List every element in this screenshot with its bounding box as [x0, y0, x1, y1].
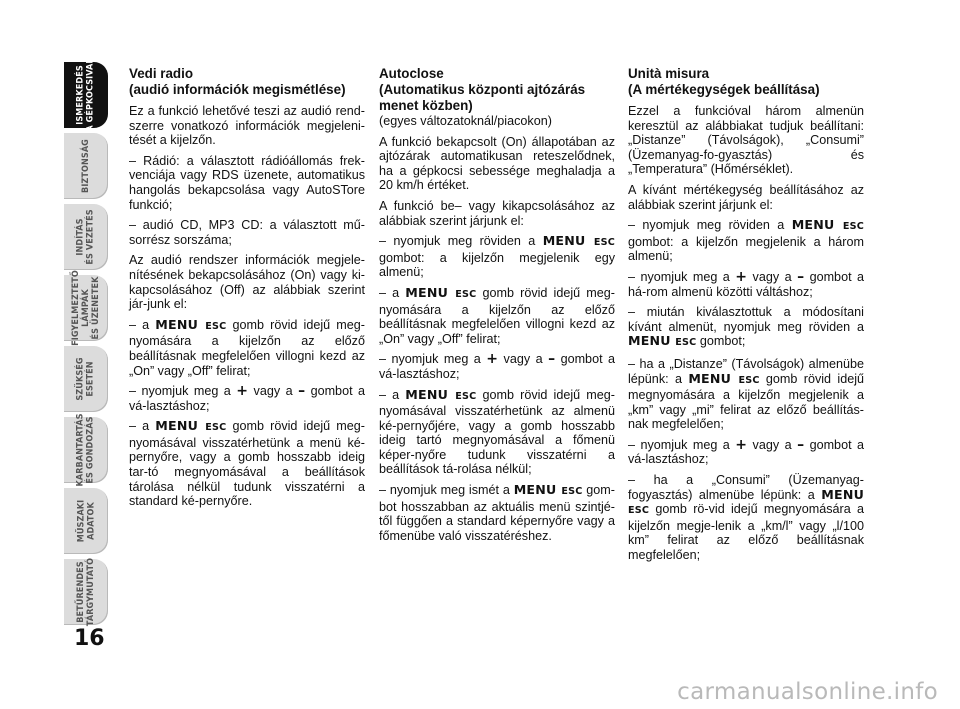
- tab-maintenance[interactable]: [64, 413, 108, 487]
- text: – a: [379, 285, 400, 300]
- text: – nyomjuk meg a: [129, 384, 231, 399]
- text: vagy a: [752, 269, 792, 284]
- plus-icon: +: [486, 351, 499, 368]
- text: vagy a: [752, 437, 792, 452]
- tab-label: ISMERKEDÉS A GÉPKOCSIVAL: [76, 58, 96, 132]
- menu-esc-button-label: MENU ESC: [155, 418, 227, 434]
- tab-starting-driving[interactable]: [64, 204, 108, 270]
- plus-icon: +: [236, 383, 249, 400]
- paragraph: [379, 352, 615, 381]
- section-note: (egyes változatoknál/piacokon): [379, 114, 552, 128]
- menu-esc-button-label: MENU ESC: [405, 386, 477, 402]
- text: gombot;: [699, 334, 746, 349]
- text: – ha a „Distanze” (Távolságok) almenübe lépünk: a: [628, 356, 864, 386]
- section-title: Unità misura: [628, 66, 710, 81]
- minus-icon: –: [548, 351, 556, 368]
- section-subtitle: (A mértékegységek beállítása): [628, 82, 820, 97]
- paragraph: [628, 357, 864, 432]
- section-subtitle: (audió információk megismétlése): [129, 82, 346, 97]
- paragraph: – Rádió: a választott rádióállomás frek-venciája vagy RDS üzenete, automatikus hangolás bekapcsolása vagy AutoSTore funkció;: [129, 153, 365, 212]
- section-title: Vedi radio: [129, 66, 193, 81]
- text: – nyomjuk meg a: [628, 437, 730, 452]
- tab-label: BETŰRENDES TÁRGYMUTATÓ: [76, 557, 97, 627]
- section-unita-misura: [628, 66, 864, 569]
- tab-getting-to-know[interactable]: [64, 58, 108, 132]
- text: – nyomjuk meg a: [628, 269, 730, 284]
- text: gombot a vá-lasztáshoz;: [129, 384, 366, 413]
- paragraph: [628, 270, 864, 299]
- text: gomb rövid idejű megnyomására a kijelzőn megjelenik a „km” vagy „mi” felirat az előző beállítás-nak megfelelően;: [628, 371, 864, 432]
- paragraph: A funkció bekapcsolt (On) állapotában az ajtózárak automatikusan reteszelődnek, ha a gépkocsi sebessége meghaladja a 20 km/h értéket.: [379, 134, 615, 193]
- section-autoclose: [379, 66, 615, 549]
- text: gombot: a kijelzőn megjelenik egy almenü;: [379, 250, 615, 280]
- paragraph: [379, 234, 615, 280]
- tab-emergency[interactable]: [64, 346, 108, 412]
- text: gomb rö-vid idejű megnyomására a kijelzőn megje-lenik a „km/l” vagy „l/100 km” felirat az előző beállításnak megfelelően;: [628, 502, 864, 563]
- tab-label: KARBANTARTÁS ÉS GONDOZÁS: [76, 413, 97, 487]
- text: vagy a: [503, 352, 543, 367]
- text: gomb rövid idejű meg-nyomásával visszatérhetünk az almenü ké-pernyőjére, vagy a gomb hosszabb ideig tartó megnyomásával a főmenü képer-nyőre tudunk visszatérni a beállítások tá-rolása nélkül;: [379, 387, 615, 477]
- minus-icon: –: [298, 383, 306, 400]
- menu-esc-button-label: MENU ESC: [688, 370, 760, 386]
- text: gombot: a kijelzőn megjelenik a három almenü;: [628, 234, 864, 264]
- paragraph: A funkció be– vagy kikapcsolásához az alábbiak szerint járjunk el:: [379, 198, 615, 228]
- paragraph: Ez a funkció lehetővé teszi az audió rend-szerre vonatkozó információk megjeleni-tését a kijelzőn.: [129, 104, 365, 148]
- tab-technical-data[interactable]: [64, 488, 108, 554]
- minus-icon: –: [797, 436, 805, 453]
- paragraph: [379, 483, 615, 543]
- minus-icon: –: [797, 268, 805, 285]
- text: gomb rövid idejű meg-nyomására a kijelzőn az előző beállításnak megfelelően villogni kezd az „On” vagy „Off” felirat;: [379, 285, 615, 346]
- text: gomb rövid idejű meg-nyomásával visszatérhetünk a menü ké-pernyőre, vagy a gomb hosszabb ideig tar-tó megnyomásával a beállítások tárolása nélkül tudunk visszatérni a standard ké-pernyőre.: [129, 419, 365, 509]
- text: vagy a: [253, 384, 293, 399]
- paragraph: [379, 388, 615, 478]
- menu-esc-button-label: MENU ESC: [542, 233, 615, 249]
- text: – nyomjuk meg röviden a: [379, 234, 536, 249]
- menu-esc-button-label: MENU ESC: [628, 333, 697, 349]
- text: – nyomjuk meg röviden a: [628, 218, 785, 233]
- section-subtitle: (Automatikus központi ajtózárás menet közben): [379, 82, 586, 113]
- page-number: 16: [74, 626, 105, 651]
- menu-esc-button-label: MENU ESC: [628, 486, 864, 517]
- tab-safety[interactable]: [64, 133, 108, 199]
- plus-icon: +: [735, 436, 748, 453]
- tab-label: FIGYELMEZTETŐ LÁMPÁK ÉS ÜZENETEK: [71, 270, 101, 346]
- paragraph: [379, 286, 615, 346]
- paragraph: [628, 473, 864, 563]
- paragraph: A kívánt mértékegység beállításához az alábbiak szerint járjunk el:: [628, 182, 864, 212]
- text: – a: [129, 317, 150, 332]
- menu-esc-button-label: MENU ESC: [791, 217, 864, 233]
- text: – nyomjuk meg a: [379, 352, 481, 367]
- text: gom-bot hosszabban az aktuális menü szintjé-től függően a standard képernyőre vagy a főmenübe való visszatéréshez.: [379, 483, 615, 543]
- watermark: carmanualsonline.info: [677, 679, 938, 705]
- plus-icon: +: [735, 268, 748, 285]
- paragraph: – audió CD, MP3 CD: a választott mű-sorrész sorszáma;: [129, 218, 365, 247]
- text: – a: [379, 387, 400, 402]
- tab-label: INDÍTÁS ÉS VEZETÉS: [76, 209, 96, 265]
- menu-esc-button-label: MENU ESC: [513, 482, 583, 498]
- tab-label: BIZTONSÁG: [81, 139, 92, 193]
- tab-index[interactable]: [64, 559, 108, 625]
- menu-esc-button-label: MENU ESC: [155, 316, 227, 332]
- paragraph: [628, 438, 864, 467]
- paragraph: [129, 318, 365, 378]
- menu-esc-button-label: MENU ESC: [405, 284, 477, 300]
- text: gomb rövid idejű meg-nyomására a kijelzőn az előző beállításnak megfelelően villogni kezd az „On” vagy „Off” felirat;: [129, 317, 365, 378]
- text: gombot a vá-lasztáshoz;: [628, 437, 865, 467]
- text: – ha a „Consumi” (Üzemanyag-fogyasztás) almenübe lépünk: a: [628, 473, 864, 502]
- paragraph: Az audió rendszer információk megjele-nítésének bekapcsolásához (On) vagy ki-kapcsolásához (Off) az alábbiak szerint jár-junk el:: [129, 253, 365, 312]
- paragraph: [129, 384, 365, 413]
- paragraph: [628, 218, 864, 264]
- section-vedi-radio: [129, 66, 365, 515]
- chapter-tabs: [64, 58, 108, 630]
- text: gombot a há-rom almenü közötti váltáshoz;: [628, 269, 865, 299]
- text: gombot a vá-lasztáshoz;: [379, 352, 616, 381]
- paragraph: [129, 419, 365, 509]
- paragraph: [628, 305, 864, 351]
- text: – nyomjuk meg ismét a: [379, 483, 510, 498]
- tab-label: SZÜKSÉG ESETÉN: [75, 357, 96, 401]
- tab-warning-lights[interactable]: [64, 270, 108, 346]
- text: – a: [129, 419, 150, 434]
- text: – miután kiválasztottuk a módosítani kívánt almenüt, nyomjuk meg röviden a: [628, 305, 864, 334]
- tab-label: MŰSZAKI ADATOK: [76, 499, 96, 543]
- paragraph: Ezzel a funkcióval három almenün keresztül az alábbiakat tudjuk beállítani: „Distanze” (Távolságok), „Consumi” (Üzemanyag-fo-gyasztás) és „Temperatura” (Hőmérséklet).: [628, 104, 864, 177]
- section-title: Autoclose: [379, 66, 444, 81]
